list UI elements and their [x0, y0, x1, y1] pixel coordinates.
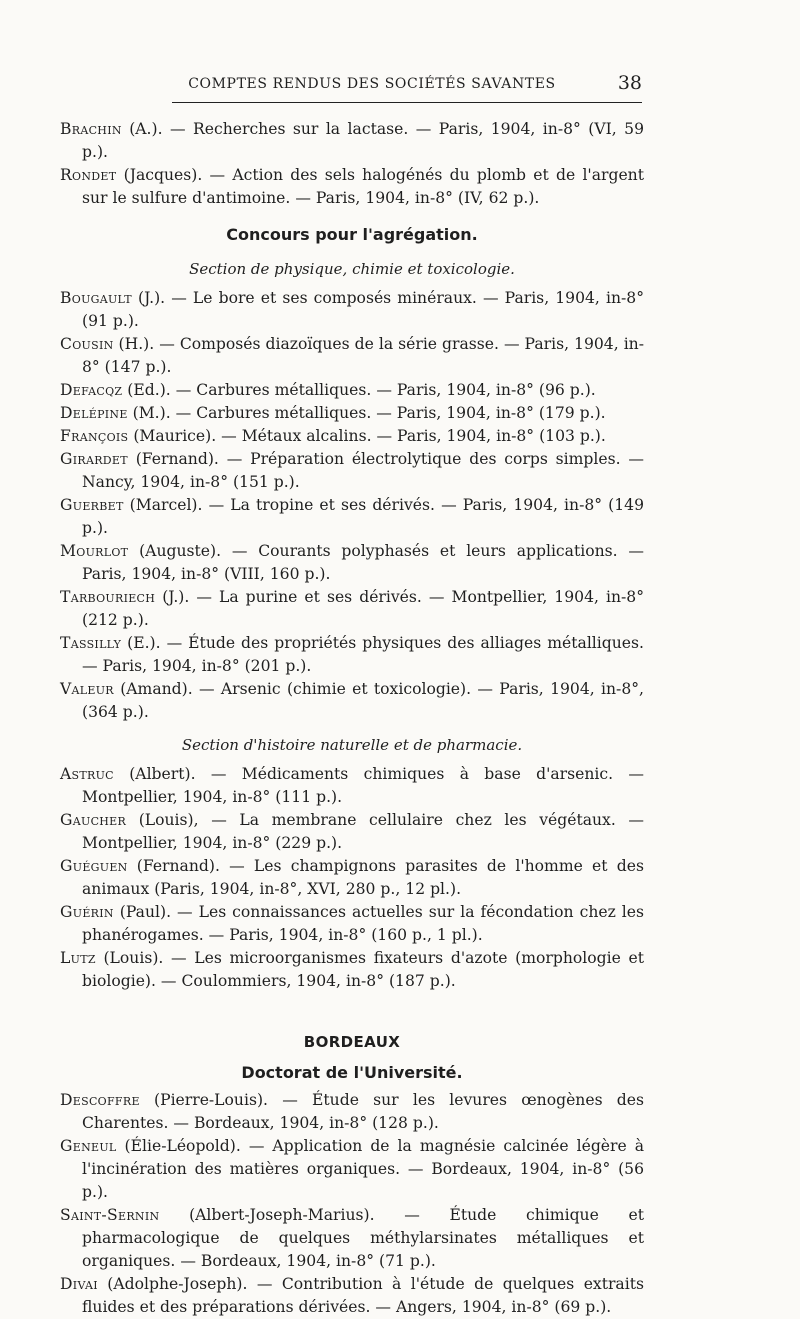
- entry-text: — Étude sur les levures œnogènes des Charentes. — Bordeaux, 1904, in-8° (128 p.).: [82, 1091, 644, 1132]
- entry-text: — Métaux alcalins. — Paris, 1904, in-8° (103 p.).: [216, 427, 606, 445]
- concours-heading: Concours pour l'agrégation.: [226, 225, 478, 244]
- entry-initials: (Louis),: [126, 811, 199, 829]
- city-heading: BORDEAUX: [303, 1033, 401, 1051]
- entry-author: Guerbet: [60, 496, 124, 514]
- entry-author: Saint-Sernin: [60, 1206, 160, 1224]
- entry-author: François: [60, 427, 129, 445]
- entry-author: Descoffre: [60, 1091, 140, 1109]
- entry-initials: (Amand).: [113, 680, 193, 698]
- entry-text: — Composés diazoïques de la série grasse. — Paris, 1904, in-8° (147 p.).: [82, 335, 644, 376]
- entry-text: — Les microorganismes fixateurs d'azote (morphologie et biologie). — Coulommiers, 1904, in-8° (187 p.).: [82, 949, 644, 990]
- entry-author: Gaucher: [60, 811, 127, 829]
- bibliography-entry: [60, 763, 644, 809]
- entry-author: Astruc: [60, 765, 114, 783]
- bibliography-entry: [60, 333, 644, 379]
- entry-author: Brachin: [60, 120, 122, 138]
- entry-text: — Les champignons parasites de l'homme et des animaux (Paris, 1904, in-8°, XVI, 280 p., 12 pl.).: [82, 857, 644, 898]
- entry-initials: (Maurice).: [128, 427, 217, 445]
- bibliography-entry: [60, 402, 644, 425]
- entry-author: Rondet: [60, 166, 117, 184]
- bibliography-entry: [60, 855, 644, 901]
- entry-initials: (J.).: [131, 289, 166, 307]
- entry-author: Defacqz: [60, 381, 123, 399]
- entry-initials: (J.).: [155, 588, 190, 606]
- entry-text: — Le bore et ses composés minéraux. — Paris, 1904, in-8° (91 p.).: [82, 289, 644, 330]
- entry-initials: (Louis).: [95, 949, 164, 967]
- entry-text: — Action des sels halogénés du plomb et de l'argent sur le sulfure d'antimoine. — Paris, 1904, in-8° (IV, 62 p.).: [82, 166, 644, 207]
- bibliography-entry: [60, 540, 644, 586]
- entry-author: Valeur: [60, 680, 114, 698]
- bibliography-entry: [60, 1204, 644, 1273]
- bibliography-entry: [60, 1135, 644, 1204]
- entry-text: — Recherches sur la lactase. — Paris, 1904, in-8° (VI, 59 p.).: [82, 120, 644, 161]
- bibliography-entry: [60, 494, 644, 540]
- entry-initials: (Ed.).: [122, 381, 171, 399]
- section-title: Section d'histoire naturelle et de pharmacie.: [181, 736, 523, 754]
- page-number: 38: [617, 72, 642, 94]
- entry-author: Guérin: [60, 903, 114, 921]
- page-body: [60, 118, 644, 1319]
- entry-author: Bougault: [60, 289, 132, 307]
- entry-initials: (Adolphe-Joseph).: [97, 1275, 248, 1293]
- entry-initials: (Paul).: [113, 903, 172, 921]
- entry-initials: (Jacques).: [116, 166, 203, 184]
- entry-initials: (Marcel).: [123, 496, 203, 514]
- entry-text: — Carbures métalliques. — Paris, 1904, in-8° (96 p.).: [170, 381, 596, 399]
- doctorat-heading: Doctorat de l'Université.: [241, 1063, 463, 1082]
- entry-author: Geneul: [60, 1137, 117, 1155]
- entry-text: — Les connaissances actuelles sur la fécondation chez les phanérogames. — Paris, 1904, in-8° (160 p., 1 pl.).: [82, 903, 645, 944]
- entry-text: — La membrane cellulaire chez les végétaux. — Montpellier, 1904, in-8° (229 p.).: [82, 811, 644, 852]
- entry-author: Lutz: [60, 949, 96, 967]
- entry-list-top: [60, 118, 644, 210]
- bordeaux-entry-list: [60, 1089, 644, 1319]
- entry-author: Tarbouriech: [60, 588, 156, 606]
- entry-initials: (Auguste).: [128, 542, 222, 560]
- bibliography-entry: [60, 287, 644, 333]
- entry-text: — La tropine et ses dérivés. — Paris, 1904, in-8° (149 p.).: [82, 496, 645, 537]
- entry-text: — Contribution à l'étude de quelques extraits fluides et des préparations dérivées. — Angers, 1904, in-8° (69 p.).: [82, 1275, 644, 1316]
- entry-initials: (Élie-Léopold).: [116, 1137, 241, 1155]
- entry-text: — Carbures métalliques. — Paris, 1904, in-8° (179 p.).: [170, 404, 606, 422]
- entry-initials: (Albert).: [113, 765, 196, 783]
- bibliography-entry: [60, 586, 644, 632]
- entry-initials: (E.).: [121, 634, 161, 652]
- entry-author: Girardet: [60, 450, 128, 468]
- entry-text: — La purine et ses dérivés. — Montpellier, 1904, in-8° (212 p.).: [82, 588, 644, 629]
- bibliography-entry: [60, 448, 644, 494]
- bibliography-entry: [60, 379, 644, 402]
- bibliography-entry: [60, 901, 644, 947]
- entry-text: — Courants polyphasés et leurs applications. — Paris, 1904, in-8° (VIII, 160 p.).: [82, 542, 644, 583]
- bibliography-entry: [60, 632, 644, 678]
- entry-initials: (Albert-Joseph-Marius).: [159, 1206, 375, 1224]
- bibliography-entry: [60, 947, 644, 993]
- entry-author: Mourlot: [60, 542, 129, 560]
- section1-entry-list: [60, 287, 644, 724]
- entry-author: Cousin: [60, 335, 114, 353]
- entry-text: — Étude des propriétés physiques des alliages métalliques. — Paris, 1904, in-8° (201 p.).: [82, 634, 644, 675]
- entry-initials: (M.).: [127, 404, 171, 422]
- entry-text: — Arsenic (chimie et toxicologie). — Paris, 1904, in-8°, (364 p.).: [82, 680, 644, 721]
- bibliography-entry: [60, 425, 644, 448]
- bibliography-entry: [60, 1273, 644, 1319]
- bibliography-entry: [60, 1089, 644, 1135]
- entry-author: Delépine: [60, 404, 128, 422]
- bibliography-entry: [60, 678, 644, 724]
- entry-initials: (Pierre-Louis).: [139, 1091, 269, 1109]
- running-title: COMPTES RENDUS DES SOCIÉTÉS SAVANTES: [188, 76, 556, 92]
- entry-text: — Application de la magnésie calcinée légère à l'incinération des matières organiques. — Bordeaux, 1904, in-8° (56 p.).: [82, 1137, 645, 1201]
- section2-entry-list: [60, 763, 644, 993]
- bibliography-entry: [60, 118, 644, 164]
- bibliography-entry: [60, 809, 644, 855]
- bibliography-entry: [60, 164, 644, 210]
- entry-text: — Médicaments chimiques à base d'arsenic. — Montpellier, 1904, in-8° (111 p.).: [82, 765, 644, 806]
- entry-initials: (Fernand).: [127, 857, 220, 875]
- entry-author: Tassilly: [60, 634, 122, 652]
- page-header: [172, 72, 642, 103]
- entry-author: Divai: [60, 1275, 98, 1293]
- section-title: Section de physique, chimie et toxicologie.: [189, 260, 515, 278]
- entry-author: Guéguen: [60, 857, 128, 875]
- entry-text: — Étude chimique et pharmacologique de quelques méthylarsinates métalliques et organiques. — Bordeaux, 1904, in-8° (71 p.).: [82, 1206, 644, 1270]
- entry-initials: (Fernand).: [127, 450, 219, 468]
- entry-text: — Préparation électrolytique des corps simples. — Nancy, 1904, in-8° (151 p.).: [82, 450, 644, 491]
- entry-initials: (H.).: [113, 335, 155, 353]
- entry-initials: (A.).: [121, 120, 163, 138]
